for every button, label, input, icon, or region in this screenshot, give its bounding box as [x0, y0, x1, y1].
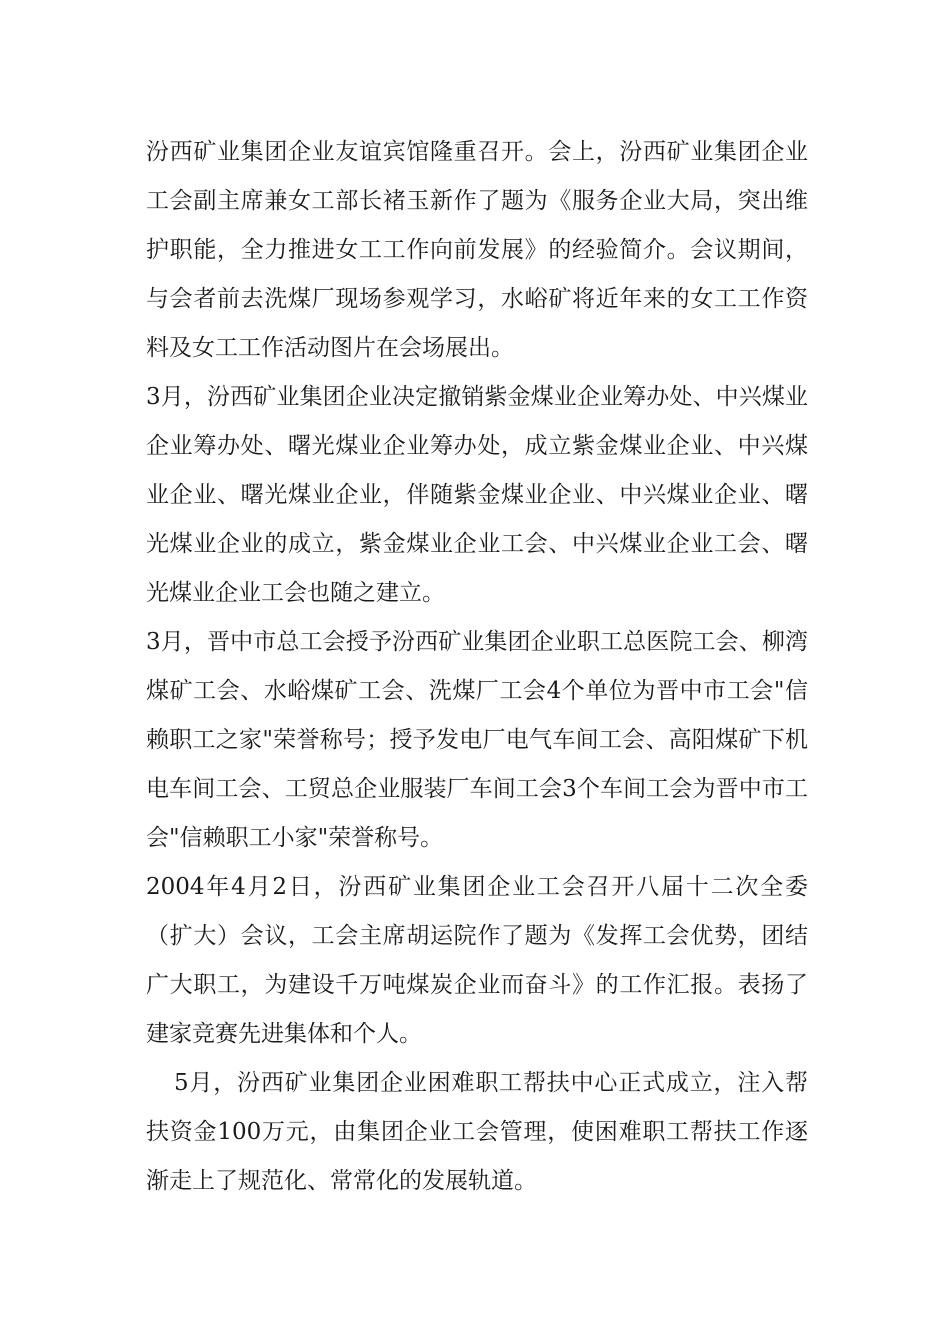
paragraph-2: 3月，汾西矿业集团企业决定撤销紫金煤业企业筹办处、中兴煤业企业筹办处、曙光煤业企业筹办处，成立紫金煤业企业、中兴煤业企业、曙光煤业企业，伴随紫金煤业企业、中兴煤业企业、曙光煤业企业的成立，紫金煤业企业工会、中兴煤业企业工会、曙光煤业企业工会也随之建立。 [146, 384, 808, 606]
paragraph-3: 3月，晋中市总工会授予汾西矿业集团企业职工总医院工会、柳湾煤矿工会、水峪煤矿工会、洗煤厂工会4个单位为晋中市工会"信赖职工之家"荣誉称号；授予发电厂电气车间工会、高阳煤矿下机电车间工会、工贸总企业服装厂车间工会3个车间工会为晋中市工会"信赖职工小家"荣誉称号。 [146, 629, 808, 851]
paragraph-5: 5月，汾西矿业集团企业困难职工帮扶中心正式成立，注入帮扶资金100万元，由集团企业工会管理，使困难职工帮扶工作逐渐走上了规范化、常常化的发展轨道。 [146, 1070, 808, 1194]
paragraph-1: 汾西矿业集团企业友谊宾馆隆重召开。会上，汾西矿业集团企业工会副主席兼女工部长褚玉新作了题为《服务企业大局，突出维护职能，全力推进女工工作向前发展》的经验简介。会议期间，与会者前去洗煤厂现场参观学习，水峪矿将近年来的女工工作资料及女工工作活动图片在会场展出。 [146, 139, 808, 361]
document-body [146, 128, 808, 1206]
paragraph-4: 2004年4月2日，汾西矿业集团企业工会召开八届十二次全委（扩大）会议，工会主席胡运院作了题为《发挥工会优势，团结广大职工，为建设千万吨煤炭企业而奋斗》的工作汇报。表扬了建家竞赛先进集体和个人。 [146, 874, 808, 1047]
